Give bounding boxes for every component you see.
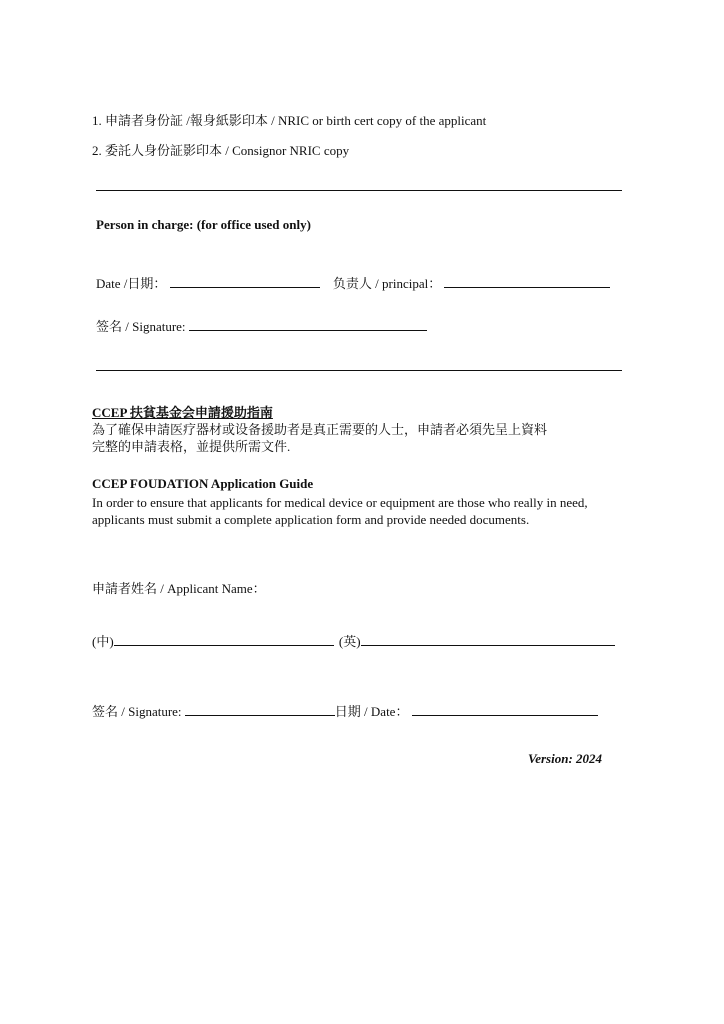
document-item-1: 1. 申請者身份証 /報身紙影印本 / NRIC or birth cert copy of the applicant [92,113,487,128]
office-date-label: Date /日期： [96,276,167,291]
office-principal-field[interactable] [444,273,610,288]
version-label: Version: 2024 [528,751,603,766]
chinese-name-field[interactable] [114,631,334,646]
office-date-field[interactable] [170,273,320,288]
english-name-field[interactable] [361,631,615,646]
chinese-name-label: (中) [92,634,114,649]
office-signature-label: 签名 / Signature: [96,319,186,334]
guide-en-title: CCEP FOUDATION Application Guide [92,476,314,491]
applicant-signature-label: 签名 / Signature: [92,704,182,719]
section-divider-top [96,190,622,191]
section-divider-bottom [96,370,622,371]
office-heading: Person in charge: (for office used only) [96,217,311,232]
guide-en-line-1: In order to ensure that applicants for medical device or equipment are those who really in need, [92,495,588,510]
applicant-signature-row [92,701,598,720]
applicant-name-label: 申請者姓名 / Applicant Name： [92,581,266,596]
applicant-date-label: 日期 / Date： [334,704,409,719]
office-principal-label: 负责人 / principal： [332,276,442,291]
applicant-name-row [92,631,615,650]
guide-en-line-2: applicants must submit a complete application form and provide needed documents. [92,512,530,527]
english-name-label: (英) [338,634,361,649]
guide-zh-title: CCEP 扶貧基金会申請援助指南 [92,405,273,420]
document-item-2: 2. 委託人身份証影印本 / Consignor NRIC copy [92,143,350,158]
applicant-signature-field[interactable] [185,701,335,716]
guide-zh-line-1: 為了確保申請医疗器材或设备援助者是真正需要的人士，申請者必須先呈上資料 [92,422,548,437]
guide-zh-line-2: 完整的申請表格，並提供所需文件. [92,439,291,454]
office-signature-field[interactable] [189,316,427,331]
office-signature-row [96,316,427,335]
guide-en-body [92,494,692,528]
office-date-row [96,273,610,292]
guide-zh-body [92,421,662,455]
applicant-date-field[interactable] [412,701,598,716]
